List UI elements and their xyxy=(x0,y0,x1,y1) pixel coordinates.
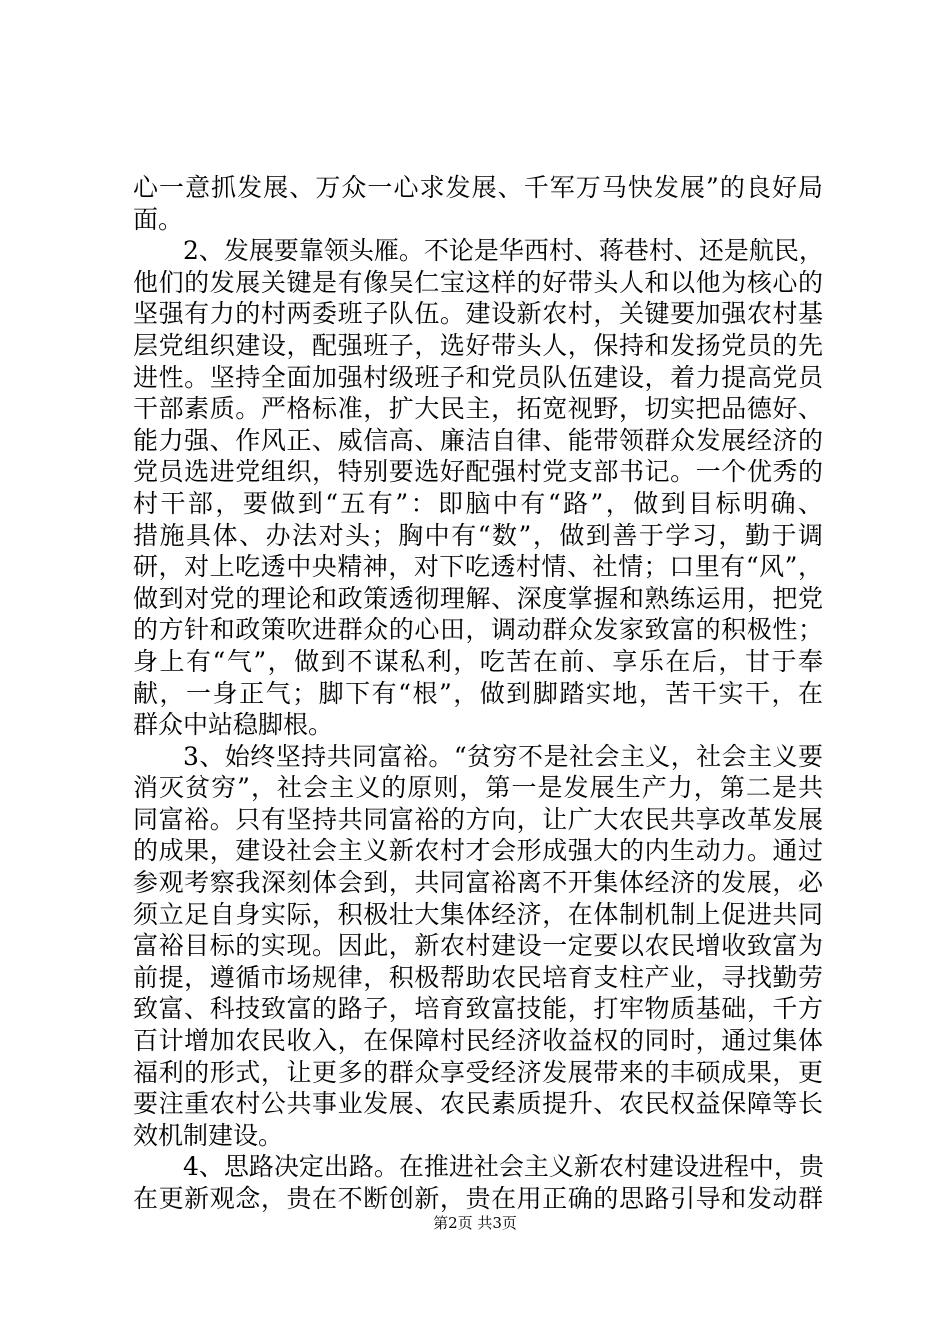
document-body xyxy=(133,172,823,1215)
text-line: 措施具体、办法对头；胸中有“数”，做到善于学习，勤于调 xyxy=(133,520,823,550)
text-line: 面。 xyxy=(133,204,184,234)
text-line: 要注重农村公共事业发展、农民素质提升、农民权益保障等长 xyxy=(133,1089,823,1119)
text-line: 福利的形式，让更多的群众享受经济发展带来的丰硕成果，更 xyxy=(133,1057,823,1087)
text-line: 献，一身正气；脚下有“根”，做到脚踏实地，苦干实干，在 xyxy=(133,678,823,708)
text-line: 须立足自身实际，积极壮大集体经济，在体制机制上促进共同 xyxy=(133,899,823,929)
text-line: 2、发展要靠领头雁。不论是华西村、蒋巷村、还是航民， xyxy=(183,236,824,266)
text-line: 身上有“气”，做到不谋私利，吃苦在前、享乐在后，甘于奉 xyxy=(133,646,823,676)
text-line: 效机制建设。 xyxy=(133,1120,284,1150)
text-line: 的成果，建设社会主义新农村才会形成强大的内生动力。通过 xyxy=(133,836,823,866)
text-line: 能力强、作风正、威信高、廉洁自律、能带领群众发展经济的 xyxy=(133,425,823,455)
text-line: 前提，遵循市场规律，积极帮助农民培育支柱产业，寻找勤劳 xyxy=(133,962,823,992)
text-line: 4、思路决定出路。在推进社会主义新农村建设进程中，贵 xyxy=(183,1152,824,1182)
text-line: 富裕目标的实现。因此，新农村建设一定要以农民增收致富为 xyxy=(133,931,823,961)
text-line: 做到对党的理论和政策透彻理解、深度掌握和熟练运用，把党 xyxy=(133,583,823,613)
text-line: 致富、科技致富的路子，培育致富技能，打牢物质基础，千方 xyxy=(133,994,823,1024)
text-line: 进性。坚持全面加强村级班子和党员队伍建设，着力提高党员 xyxy=(133,362,823,392)
text-line: 3、始终坚持共同富裕。“贫穷不是社会主义，社会主义要 xyxy=(183,741,823,771)
text-line: 他们的发展关键是有像吴仁宝这样的好带头人和以他为核心的 xyxy=(133,267,823,297)
text-line: 干部素质。严格标准，扩大民主，拓宽视野，切实把品德好、 xyxy=(133,394,823,424)
text-line: 心一意抓发展、万众一心求发展、千军万马快发展”的良好局 xyxy=(133,173,823,202)
text-line: 的方针和政策吹进群众的心田，调动群众发家致富的积极性； xyxy=(133,615,823,645)
text-line: 群众中站稳脚根。 xyxy=(133,710,334,740)
text-line: 在更新观念，贵在不断创新，贵在用正确的思路引导和发动群 xyxy=(133,1184,823,1213)
text-line: 党员选进党组织，特别要选好配强村党支部书记。一个优秀的 xyxy=(133,457,823,487)
text-line: 百计增加农民收入，在保障村民经济收益权的同时，通过集体 xyxy=(133,1026,823,1056)
page-footer: 第2页 共3页 xyxy=(433,1214,517,1232)
text-line: 层党组织建设，配强班子，选好带头人，保持和发扬党员的先 xyxy=(133,330,823,360)
text-line: 研，对上吃透中央精神，对下吃透村情、社情；口里有“风”， xyxy=(133,552,823,582)
text-line: 坚强有力的村两委班子队伍。建设新农村，关键要加强农村基 xyxy=(133,299,823,329)
text-line: 村干部，要做到“五有”：即脑中有“路”，做到目标明确、 xyxy=(133,488,823,518)
text-line: 消灭贫穷”，社会主义的原则，第一是发展生产力，第二是共 xyxy=(133,773,823,803)
text-line: 同富裕。只有坚持共同富裕的方向，让广大农民共享改革发展 xyxy=(133,804,823,834)
text-line: 参观考察我深刻体会到，共同富裕离不开集体经济的发展，必 xyxy=(133,868,823,898)
